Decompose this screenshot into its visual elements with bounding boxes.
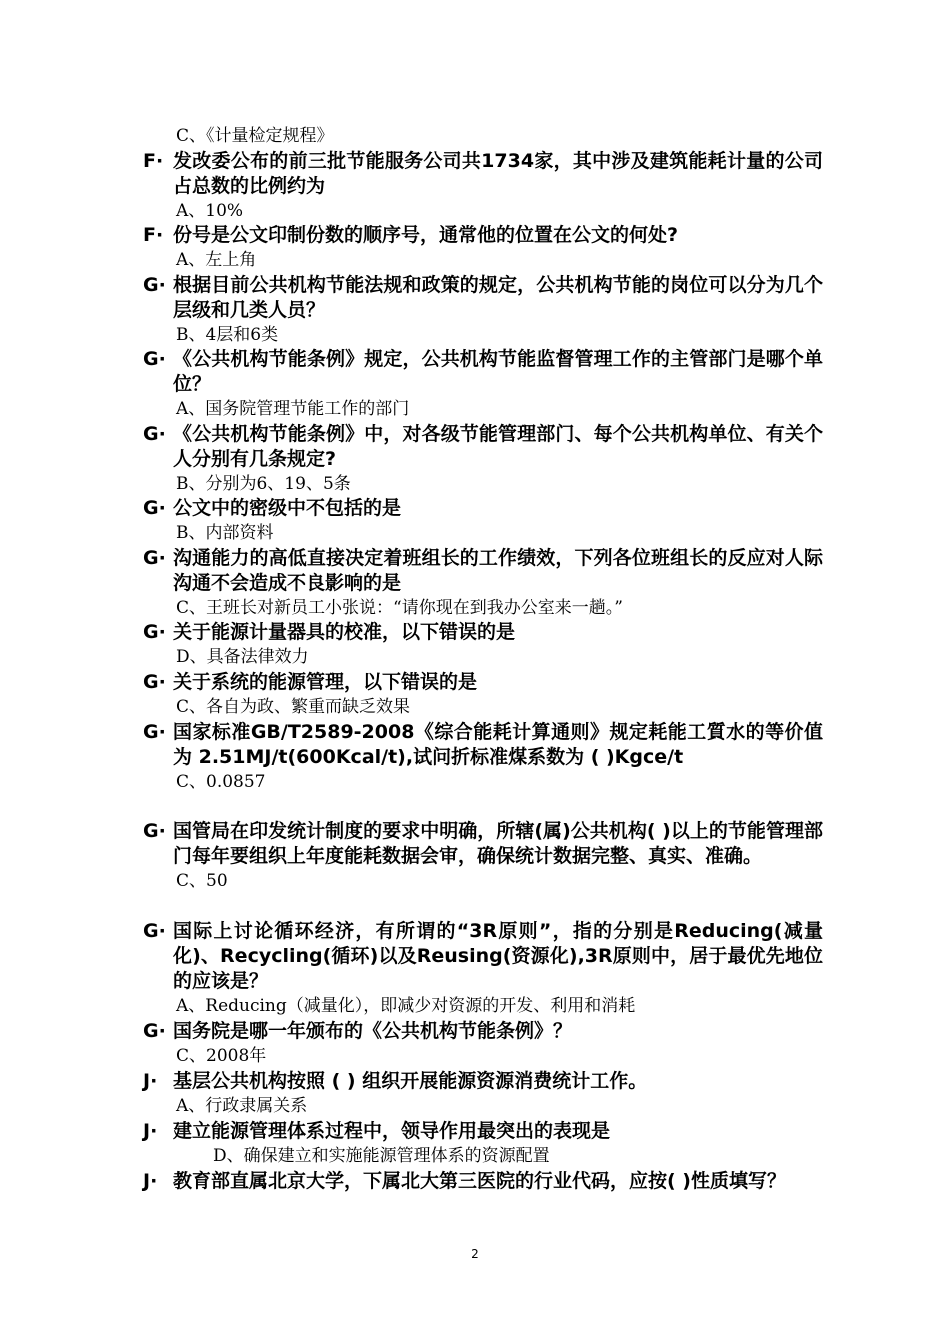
question-text: 份号是公文印制份数的顺序号，通常他的位置在公文的何处? bbox=[173, 224, 679, 246]
answer-text: A、Reducing（减量化），即减少对资源的开发、利用和消耗 bbox=[176, 996, 636, 1016]
question-item bbox=[143, 546, 823, 620]
question-row bbox=[143, 496, 823, 521]
question-row bbox=[143, 223, 823, 248]
question-row bbox=[143, 422, 823, 472]
question-text: 《公共机构节能条例》中，对各级节能管理部门、每个公共机构单位、有关个人分别有几条规定? bbox=[173, 423, 823, 470]
question-letter: G· bbox=[143, 274, 166, 296]
question-row bbox=[143, 620, 823, 645]
answer-text: A、左上角 bbox=[176, 250, 257, 270]
question-letter: G· bbox=[143, 423, 166, 445]
question-item bbox=[143, 1069, 823, 1118]
question-letter: G· bbox=[143, 1020, 166, 1042]
question-item bbox=[143, 919, 823, 1018]
question-text: 关于能源计量器具的校准，以下错误的是 bbox=[173, 621, 516, 643]
question-letter: G· bbox=[143, 497, 166, 519]
question-item bbox=[143, 422, 823, 496]
question-item bbox=[143, 1019, 823, 1068]
question-item bbox=[143, 1119, 823, 1168]
answer-text: B、内部资料 bbox=[176, 523, 274, 543]
question-letter: J· bbox=[143, 1070, 158, 1092]
question-letter: J· bbox=[143, 1120, 158, 1142]
question-item bbox=[143, 620, 823, 669]
question-row bbox=[143, 273, 823, 323]
question-row bbox=[143, 819, 823, 869]
answer-text: C、各自为政、繁重而缺乏效果 bbox=[176, 697, 411, 717]
question-letter: F· bbox=[143, 150, 164, 172]
question-text: 国家标准GB/T2589-2008《综合能耗计算通则》规定耗能工質水的等价值为 2.51MJ/t(600Kcal/t),试问折标准煤系数为 ( )Kgce/t bbox=[173, 721, 823, 768]
answer-text: A、行政隶属关系 bbox=[176, 1096, 308, 1116]
question-text: 国际上讨论循环经济，有所谓的“3R原则”，指的分别是Reducing(减量化)、Recycling(循环)以及Reusing(资源化),3R原则中，居于最优先地位的应该是？ bbox=[173, 920, 823, 992]
question-letter: G· bbox=[143, 721, 166, 743]
answer-text: B、分别为6、19、5条 bbox=[176, 474, 351, 494]
question-letter: G· bbox=[143, 547, 166, 569]
answer-text: C、王班长对新员工小张说：“请你现在到我办公室来一趟。” bbox=[176, 598, 623, 618]
question-row bbox=[143, 1069, 823, 1094]
question-row bbox=[143, 1119, 823, 1144]
question-text: 教育部直属北京大学，下属北大第三医院的行业代码，应按( )性质填写？ bbox=[173, 1170, 786, 1192]
question-row bbox=[143, 919, 823, 994]
question-text: 基层公共机构按照 ( ) 组织开展能源资源消费统计工作。 bbox=[173, 1070, 648, 1092]
question-row bbox=[143, 347, 823, 397]
question-item bbox=[143, 670, 823, 719]
answer-text: C、2008年 bbox=[176, 1046, 267, 1066]
answer-text: B、4层和6类 bbox=[176, 325, 279, 345]
question-text: 根据目前公共机构节能法规和政策的规定，公共机构节能的岗位可以分为几个层级和几类人员？ bbox=[173, 274, 823, 321]
question-row bbox=[143, 720, 823, 770]
question-text: 公文中的密级中不包括的是 bbox=[173, 497, 402, 519]
question-row bbox=[143, 670, 823, 695]
question-text: 沟通能力的高低直接决定着班组长的工作绩效，下列各位班组长的反应对人际沟通不会造成不良影响的是 bbox=[173, 547, 823, 594]
question-item bbox=[143, 819, 823, 893]
question-item bbox=[143, 149, 823, 223]
lead-answer: C、《计量检定规程》 bbox=[176, 126, 334, 146]
question-item bbox=[143, 347, 823, 421]
question-item bbox=[143, 496, 823, 545]
question-row bbox=[143, 1019, 823, 1044]
question-text: 国务院是哪一年颁布的《公共机构节能条例》？ bbox=[173, 1020, 573, 1042]
question-item bbox=[143, 720, 823, 794]
question-row bbox=[143, 546, 823, 596]
question-text: 建立能源管理体系过程中，领导作用最突出的表现是 bbox=[173, 1120, 611, 1142]
question-letter: G· bbox=[143, 820, 166, 842]
answer-text: D、确保建立和实施能源管理体系的资源配置 bbox=[213, 1146, 550, 1166]
answer-text: C、0.0857 bbox=[176, 772, 266, 792]
question-text: 关于系统的能源管理，以下错误的是 bbox=[173, 671, 478, 693]
question-letter: F· bbox=[143, 224, 164, 246]
question-letter: G· bbox=[143, 348, 166, 370]
question-row bbox=[143, 149, 823, 199]
answer-text: D、具备法律效力 bbox=[176, 647, 309, 667]
question-letter: G· bbox=[143, 621, 166, 643]
question-text: 国管局在印发统计制度的要求中明确，所辖(属)公共机构( )以上的节能管理部门每年要组织上年度能耗数据会审，确保统计数据完整、真实、准确。 bbox=[173, 820, 823, 867]
question-item bbox=[143, 1169, 823, 1194]
question-text: 发改委公布的前三批节能服务公司共1734家，其中涉及建筑能耗计量的公司占总数的比例约为 bbox=[173, 150, 823, 197]
answer-text: A、10% bbox=[176, 201, 244, 221]
question-text: 《公共机构节能条例》规定，公共机构节能监督管理工作的主管部门是哪个单位？ bbox=[173, 348, 823, 395]
question-letter: J· bbox=[143, 1170, 158, 1192]
question-letter: G· bbox=[143, 671, 166, 693]
page-number: 2 bbox=[471, 1247, 479, 1261]
question-letter: G· bbox=[143, 920, 166, 942]
question-item bbox=[143, 223, 823, 272]
question-row bbox=[143, 1169, 823, 1194]
answer-text: C、50 bbox=[176, 871, 228, 891]
answer-text: A、国务院管理节能工作的部门 bbox=[176, 399, 410, 419]
question-item bbox=[143, 273, 823, 347]
